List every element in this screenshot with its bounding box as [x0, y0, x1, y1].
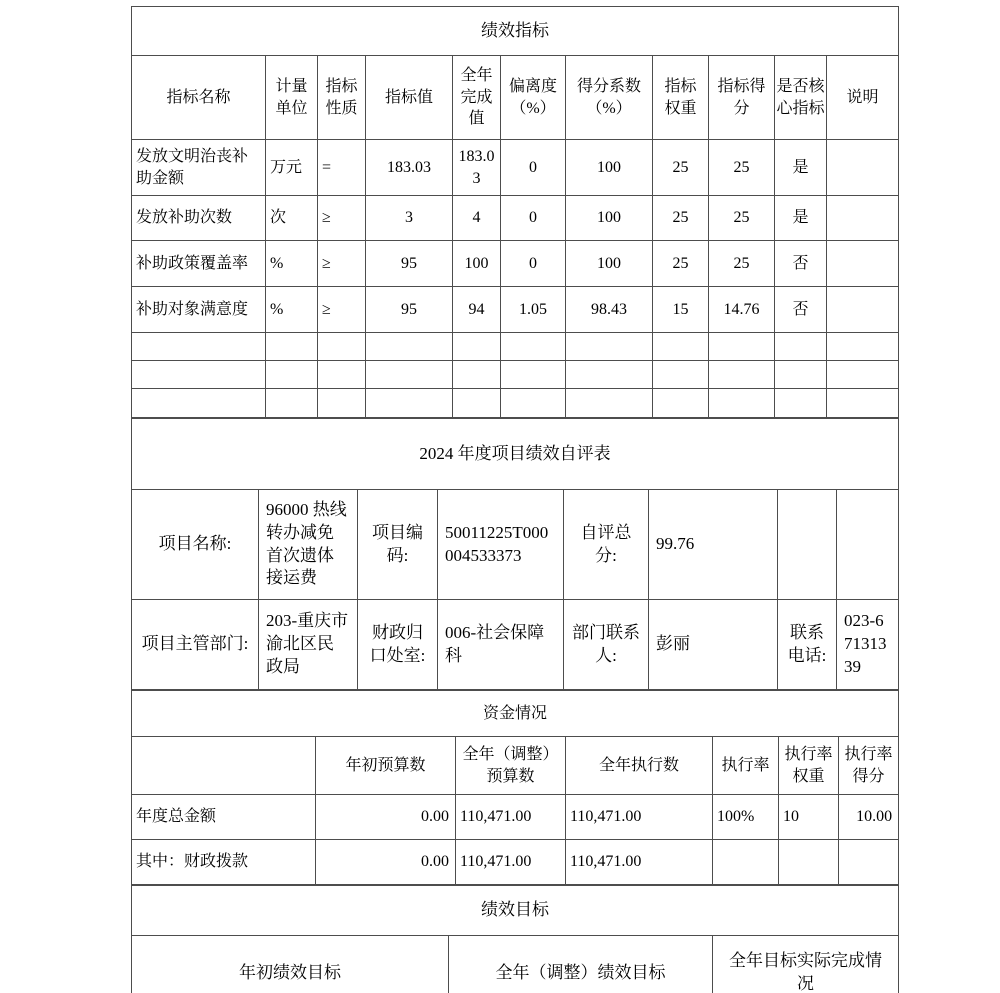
empty-indicator-row — [132, 333, 899, 361]
empty-indicator-row — [132, 389, 899, 418]
empty-cell — [132, 389, 266, 418]
empty-indicator-row — [132, 361, 899, 389]
empty-cell — [501, 361, 566, 389]
cell-score-coefficient: 100 — [566, 241, 653, 287]
col-header-executed-amount: 全年执行数 — [566, 737, 713, 795]
empty-cell — [501, 333, 566, 361]
cell-nature: = — [318, 140, 366, 196]
col-header-score: 指标得分 — [709, 56, 775, 140]
cell-note — [827, 287, 899, 333]
cell-executed-amount: 110,471.00 — [566, 840, 713, 885]
department-value: 203-重庆市渝北区民政局 — [259, 600, 358, 690]
empty-cell — [566, 361, 653, 389]
empty-cell — [366, 361, 453, 389]
empty-cell — [132, 361, 266, 389]
project-code-label: 项目编码: — [358, 490, 438, 600]
contact-person-value: 彭丽 — [649, 600, 778, 690]
cell-score: 25 — [709, 196, 775, 241]
empty-cell — [566, 333, 653, 361]
cell-rate-score: 10.00 — [839, 795, 899, 840]
cell-unit: % — [266, 287, 318, 333]
col-header-rate-weight: 执行率权重 — [779, 737, 839, 795]
col-header-note: 说明 — [827, 56, 899, 140]
cell-weight: 25 — [653, 196, 709, 241]
col-header-execution-rate: 执行率 — [713, 737, 779, 795]
cell-deviation: 0 — [501, 196, 566, 241]
empty-cell — [775, 389, 827, 418]
project-name-row — [132, 490, 899, 600]
cell-core-indicator: 是 — [775, 196, 827, 241]
col-header-adjusted-budget: 全年（调整）预算数 — [456, 737, 566, 795]
funds-total-row — [132, 795, 899, 840]
cell-completed-value: 94 — [453, 287, 501, 333]
col-header-core-indicator: 是否核心指标 — [775, 56, 827, 140]
cell-deviation: 0 — [501, 241, 566, 287]
cell-unit: 次 — [266, 196, 318, 241]
col-header-initial-budget: 年初预算数 — [316, 737, 456, 795]
goals-section-title: 绩效目标 — [132, 886, 899, 936]
cell-target-value: 183.03 — [366, 140, 453, 196]
department-label: 项目主管部门: — [132, 600, 259, 690]
cell-nature: ≥ — [318, 196, 366, 241]
perf-header-row — [132, 56, 899, 140]
cell-note — [827, 241, 899, 287]
project-name-label: 项目名称: — [132, 490, 259, 600]
indicator-row — [132, 287, 899, 333]
empty-cell — [318, 333, 366, 361]
cell-indicator-name: 补助对象满意度 — [132, 287, 266, 333]
goals-header-row — [132, 936, 899, 993]
empty-cell — [709, 389, 775, 418]
funds-section-title: 资金情况 — [132, 691, 899, 737]
empty-cell — [827, 361, 899, 389]
cell-deviation: 0 — [501, 140, 566, 196]
cell-completed-value: 183.03 — [453, 140, 501, 196]
cell-core-indicator: 是 — [775, 140, 827, 196]
col-header-score-coefficient: 得分系数（%） — [566, 56, 653, 140]
contact-phone-label: 联系电话: — [778, 600, 837, 690]
empty-cell — [266, 333, 318, 361]
col-header-actual-completion: 全年目标实际完成情况 — [713, 936, 899, 993]
cell-unit: % — [266, 241, 318, 287]
cell-nature: ≥ — [318, 287, 366, 333]
contact-phone-value: 023-67131339 — [837, 600, 899, 690]
empty-cell — [453, 333, 501, 361]
funds-fiscal-row — [132, 840, 899, 885]
cell-completed-value: 4 — [453, 196, 501, 241]
perf-section-title: 绩效指标 — [132, 7, 899, 56]
cell-completed-value: 100 — [453, 241, 501, 287]
empty-cell — [653, 389, 709, 418]
col-header-unit: 计量单位 — [266, 56, 318, 140]
cell-rate-weight — [779, 840, 839, 885]
cell-indicator-name: 发放文明治丧补助金额 — [132, 140, 266, 196]
self-eval-table-title: 2024 年度项目绩效自评表 — [132, 419, 899, 490]
empty-cell — [366, 389, 453, 418]
cell-score-coefficient: 100 — [566, 140, 653, 196]
empty-cell — [653, 361, 709, 389]
empty-cell — [266, 389, 318, 418]
col-header-nature: 指标性质 — [318, 56, 366, 140]
cell-weight: 25 — [653, 241, 709, 287]
project-name-value: 96000 热线转办减免首次遗体接运费 — [259, 490, 358, 600]
cell-score: 14.76 — [709, 287, 775, 333]
cell-indicator-name: 补助政策覆盖率 — [132, 241, 266, 287]
cell-adjusted-budget: 110,471.00 — [456, 840, 566, 885]
col-header-target-value: 指标值 — [366, 56, 453, 140]
self-eval-title-row — [132, 419, 899, 490]
empty-cell — [318, 389, 366, 418]
cell-initial-budget: 0.00 — [316, 795, 456, 840]
self-score-label: 自评总分: — [564, 490, 649, 600]
cell-adjusted-budget: 110,471.00 — [456, 795, 566, 840]
cell-rate-score — [839, 840, 899, 885]
empty-cell — [827, 333, 899, 361]
empty-cell — [318, 361, 366, 389]
empty-cell — [837, 490, 899, 600]
funds-section-title-row — [132, 691, 899, 737]
cell-target-value: 95 — [366, 241, 453, 287]
col-header-weight: 指标权重 — [653, 56, 709, 140]
cell-core-indicator: 否 — [775, 241, 827, 287]
evaluation-sheet — [131, 6, 898, 993]
cell-execution-rate: 100% — [713, 795, 779, 840]
empty-cell — [453, 389, 501, 418]
col-header-indicator-name: 指标名称 — [132, 56, 266, 140]
empty-cell — [775, 361, 827, 389]
project-code-value: 50011225T000004533373 — [438, 490, 564, 600]
empty-cell — [453, 361, 501, 389]
empty-cell — [266, 361, 318, 389]
empty-cell — [366, 333, 453, 361]
empty-cell — [709, 333, 775, 361]
empty-cell — [501, 389, 566, 418]
empty-cell — [775, 333, 827, 361]
project-info-table — [131, 418, 899, 690]
empty-cell — [132, 737, 316, 795]
cell-rate-weight: 10 — [779, 795, 839, 840]
cell-note — [827, 196, 899, 241]
col-header-initial-goal: 年初绩效目标 — [132, 936, 449, 993]
goals-section-title-row — [132, 886, 899, 936]
col-header-adjusted-goal: 全年（调整）绩效目标 — [449, 936, 713, 993]
col-header-deviation: 偏离度（%） — [501, 56, 566, 140]
performance-indicators-table — [131, 6, 899, 418]
indicator-row — [132, 140, 899, 196]
self-score-value: 99.76 — [649, 490, 778, 600]
finance-office-value: 006-社会保障科 — [438, 600, 564, 690]
cell-target-value: 95 — [366, 287, 453, 333]
empty-cell — [566, 389, 653, 418]
cell-executed-amount: 110,471.00 — [566, 795, 713, 840]
cell-initial-budget: 0.00 — [316, 840, 456, 885]
performance-goals-table — [131, 885, 899, 993]
cell-execution-rate — [713, 840, 779, 885]
funds-row-label: 年度总金额 — [132, 795, 316, 840]
col-header-rate-score: 执行率得分 — [839, 737, 899, 795]
cell-note — [827, 140, 899, 196]
finance-office-label: 财政归口处室: — [358, 600, 438, 690]
empty-cell — [653, 333, 709, 361]
cell-score-coefficient: 98.43 — [566, 287, 653, 333]
funds-row-label: 其中：财政拨款 — [132, 840, 316, 885]
department-row — [132, 600, 899, 690]
cell-core-indicator: 否 — [775, 287, 827, 333]
cell-indicator-name: 发放补助次数 — [132, 196, 266, 241]
cell-nature: ≥ — [318, 241, 366, 287]
funds-table — [131, 690, 899, 885]
empty-cell — [778, 490, 837, 600]
cell-deviation: 1.05 — [501, 287, 566, 333]
empty-cell — [132, 333, 266, 361]
cell-score-coefficient: 100 — [566, 196, 653, 241]
indicator-row — [132, 196, 899, 241]
perf-section-title-row — [132, 7, 899, 56]
contact-person-label: 部门联系人: — [564, 600, 649, 690]
empty-cell — [827, 389, 899, 418]
empty-cell — [709, 361, 775, 389]
cell-score: 25 — [709, 241, 775, 287]
col-header-completed-value: 全年完成值 — [453, 56, 501, 140]
funds-header-row — [132, 737, 899, 795]
cell-score: 25 — [709, 140, 775, 196]
cell-weight: 15 — [653, 287, 709, 333]
indicator-row — [132, 241, 899, 287]
cell-target-value: 3 — [366, 196, 453, 241]
cell-unit: 万元 — [266, 140, 318, 196]
cell-weight: 25 — [653, 140, 709, 196]
